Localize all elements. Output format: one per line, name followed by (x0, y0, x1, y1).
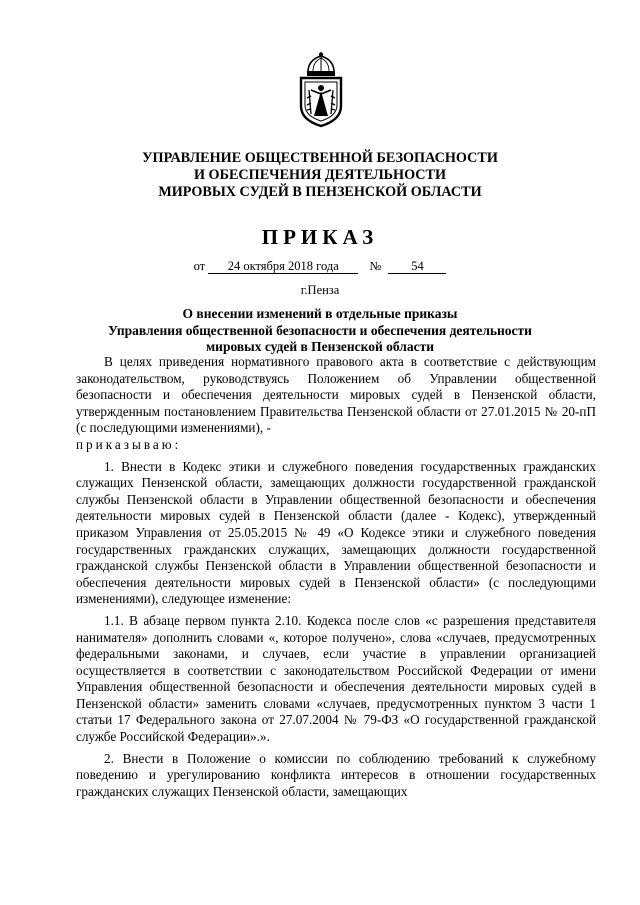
title-line-3: мировых судей в Пензенской области (205, 339, 435, 354)
item-2-paragraph: 2. Внести в Положение о комиссии по соблюдению требований к служебному поведению и урегулированию конфликта интересов в отношении государственных гражданских служащих Пензенской области, замещающих (76, 750, 596, 799)
pensa-coat-of-arms-icon (296, 52, 346, 128)
order-title (70, 306, 570, 356)
number-label: № (369, 259, 382, 273)
document-type-heading: ПРИКАЗ (261, 225, 379, 249)
org-line-2: И ОБЕСПЕЧЕНИЯ ДЕЯТЕЛЬНОСТИ (193, 167, 447, 183)
city: г.Пенза (300, 283, 340, 297)
order-body (76, 354, 596, 805)
org-line-1: УПРАВЛЕНИЕ ОБЩЕСТВЕННОЙ БЕЗОПАСНОСТИ (142, 150, 498, 166)
item-1-paragraph: 1. Внести в Кодекс этики и служебного поведения государственных гражданских служащих Пензенской области, замещающих должности государственной гражданской службы Пензенской области в Управлении общественной безопасности и обеспечения деятельности мировых судей в Пензенской области (далее - Кодекс), утвержденный приказом Управления от 25.05.2015 № 49 «О Кодексе этики и служебного поведения государственных гражданских служащих, замещающих должности государственной гражданской службы Пензенской области в Управлении общественной безопасности и обеспечения деятельности мировых судей в Пензенской области» (с последующими изменениями), следующее изменение: (76, 458, 596, 607)
org-line-3: МИРОВЫХ СУДЕЙ В ПЕНЗЕНСКОЙ ОБЛАСТИ (158, 184, 482, 200)
order-date: 24 октября 2018 года (208, 259, 358, 274)
order-word: приказываю: (76, 436, 182, 452)
title-line-1: О внесении изменений в отдельные приказы (182, 306, 458, 321)
item-1-1-paragraph: 1.1. В абзаце первом пункта 2.10. Кодекса после слов «с разрешения представителя нанимателя» дополнить словами «, которое получено», слова «случаев, предусмотренных федеральными законами, и случаев, если участие в управлении организацией осуществляется в соответствии с законодательством Российской Федерации от имени Управления общественной безопасности и обеспечения деятельности мировых судей в Пензенской области» заменить словами «случаев, предусмотренных пунктом 3 части 1 статьи 17 Федерального закона от 27.07.2004 № 79-ФЗ «О государственной гражданской службе Российской Федерации».». (76, 612, 596, 745)
title-line-2: Управления общественной безопасности и обеспечения деятельности (108, 322, 532, 338)
preamble-paragraph: В целях приведения нормативного правового акта в соответствие с действующим законодательством, руководствуясь Положением об Управлении общественной безопасности и обеспечения деятельности мировых судей в Пензенской области, утвержденным постановлением Правительства Пензенской области от 27.01.2015 № 20-пП (с последующими изменениями), - (76, 354, 596, 436)
date-prefix: от (193, 259, 206, 273)
organization-name (60, 150, 580, 201)
date-number-line (0, 259, 640, 274)
order-number: 54 (388, 259, 446, 274)
